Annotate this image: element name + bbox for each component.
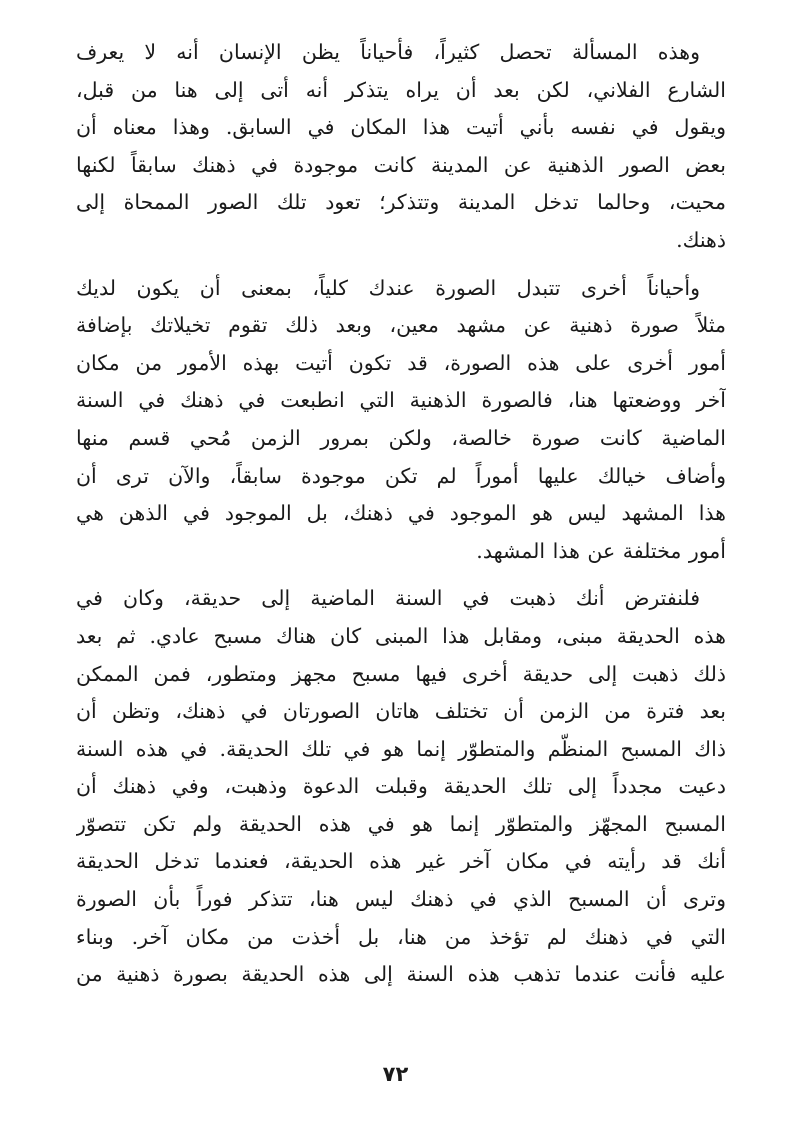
text-line: ذهنك. xyxy=(676,227,726,252)
text-line: وهذه المسألة تحصل كثيراً، فأحياناً يظن الإنسان أنه لا يعرف xyxy=(76,40,700,64)
paragraph-3 xyxy=(76,580,726,994)
text-line: هذه الحديقة مبنى، ومقابل هذا المبنى كان هناك مسبح عادي. ثم بعد xyxy=(76,623,726,648)
text-line: وأحياناً أخرى تتبدل الصورة عندك كلياً، بمعنى أن يكون لديك xyxy=(76,275,700,300)
text-line: آخر ووضعتها هنا، فالصورة الذهنية التي انطبعت في ذهنك في السنة xyxy=(76,388,726,413)
text-line: ويقول في نفسه بأني أتيت هذا المكان في السابق. وهذا معناه أن xyxy=(76,115,726,140)
text-line: بعد فترة من الزمن أن تختلف هاتان الصورتان في ذهنك، وتظن أن xyxy=(76,699,726,724)
text-line: التي في ذهنك لم تؤخذ من هنا، بل أخذت من مكان آخر. وبناء xyxy=(76,924,726,949)
text-line: أمور مختلفة عن هذا المشهد. xyxy=(476,538,726,563)
text-line: عليه فأنت عندما تذهب هذه السنة إلى هذه الحديقة بصورة ذهنية من xyxy=(76,962,726,987)
text-line: أمور أخرى على هذه الصورة، قد تكون أتيت بهذه الأمور من مكان xyxy=(76,350,726,375)
text-line: مثلاً صورة ذهنية عن مشهد معين، وبعد ذلك تقوم تخيلاتك بإضافة xyxy=(76,313,726,338)
text-line: الشارع الفلاني، لكن بعد أن يراه يتذكر أنه أتى إلى هنا من قبل، xyxy=(76,77,726,102)
body-text xyxy=(76,34,726,994)
page-number: ٧٢ xyxy=(382,1062,409,1086)
text-line: بعض الصور الذهنية عن المدينة كانت موجودة في ذهنك سابقاً لكنها xyxy=(76,152,726,177)
paragraph-spacer xyxy=(76,260,726,270)
text-line: المسبح المجهّز والمتطوّر إنما هو في هذه الحديقة ولم تكن تتصوّر xyxy=(76,811,726,836)
text-line: وترى أن المسبح الذي في ذهنك ليس هنا، تتذكر فوراً بأن الصورة xyxy=(76,887,726,912)
paragraph-spacer xyxy=(76,570,726,580)
text-line: ذلك ذهبت إلى حديقة أخرى فيها مسبح مجهز ومتطور، فمن الممكن xyxy=(76,661,726,686)
text-line: الماضية كانت صورة خالصة، ولكن بمرور الزمن مُحي قسم منها xyxy=(76,425,726,450)
text-line: أنك قد رأيته في مكان آخر غير هذه الحديقة، فعندما تدخل الحديقة xyxy=(76,849,726,874)
text-line: وأضاف خيالك عليها أموراً لم تكن موجودة سابقاً، والآن ترى أن xyxy=(76,463,726,488)
paragraph-1 xyxy=(76,34,726,260)
text-line: ذاك المسبح المنظّم والمتطوّر إنما هو في تلك الحديقة. في هذه السنة xyxy=(76,736,726,761)
text-line: محيت، وحالما تدخل المدينة وتتذكر؛ تعود تلك الصور الممحاة إلى xyxy=(76,190,726,215)
text-line: هذا المشهد ليس هو الموجود في ذهنك، بل الموجود في الذهن هي xyxy=(76,501,726,526)
paragraph-2 xyxy=(76,270,726,571)
text-line: دعيت مجدداً إلى تلك الحديقة وقبلت الدعوة وذهبت، وفي ذهنك أن xyxy=(76,774,726,799)
text-line: فلنفترض أنك ذهبت في السنة الماضية إلى حديقة، وكان في xyxy=(76,586,700,611)
